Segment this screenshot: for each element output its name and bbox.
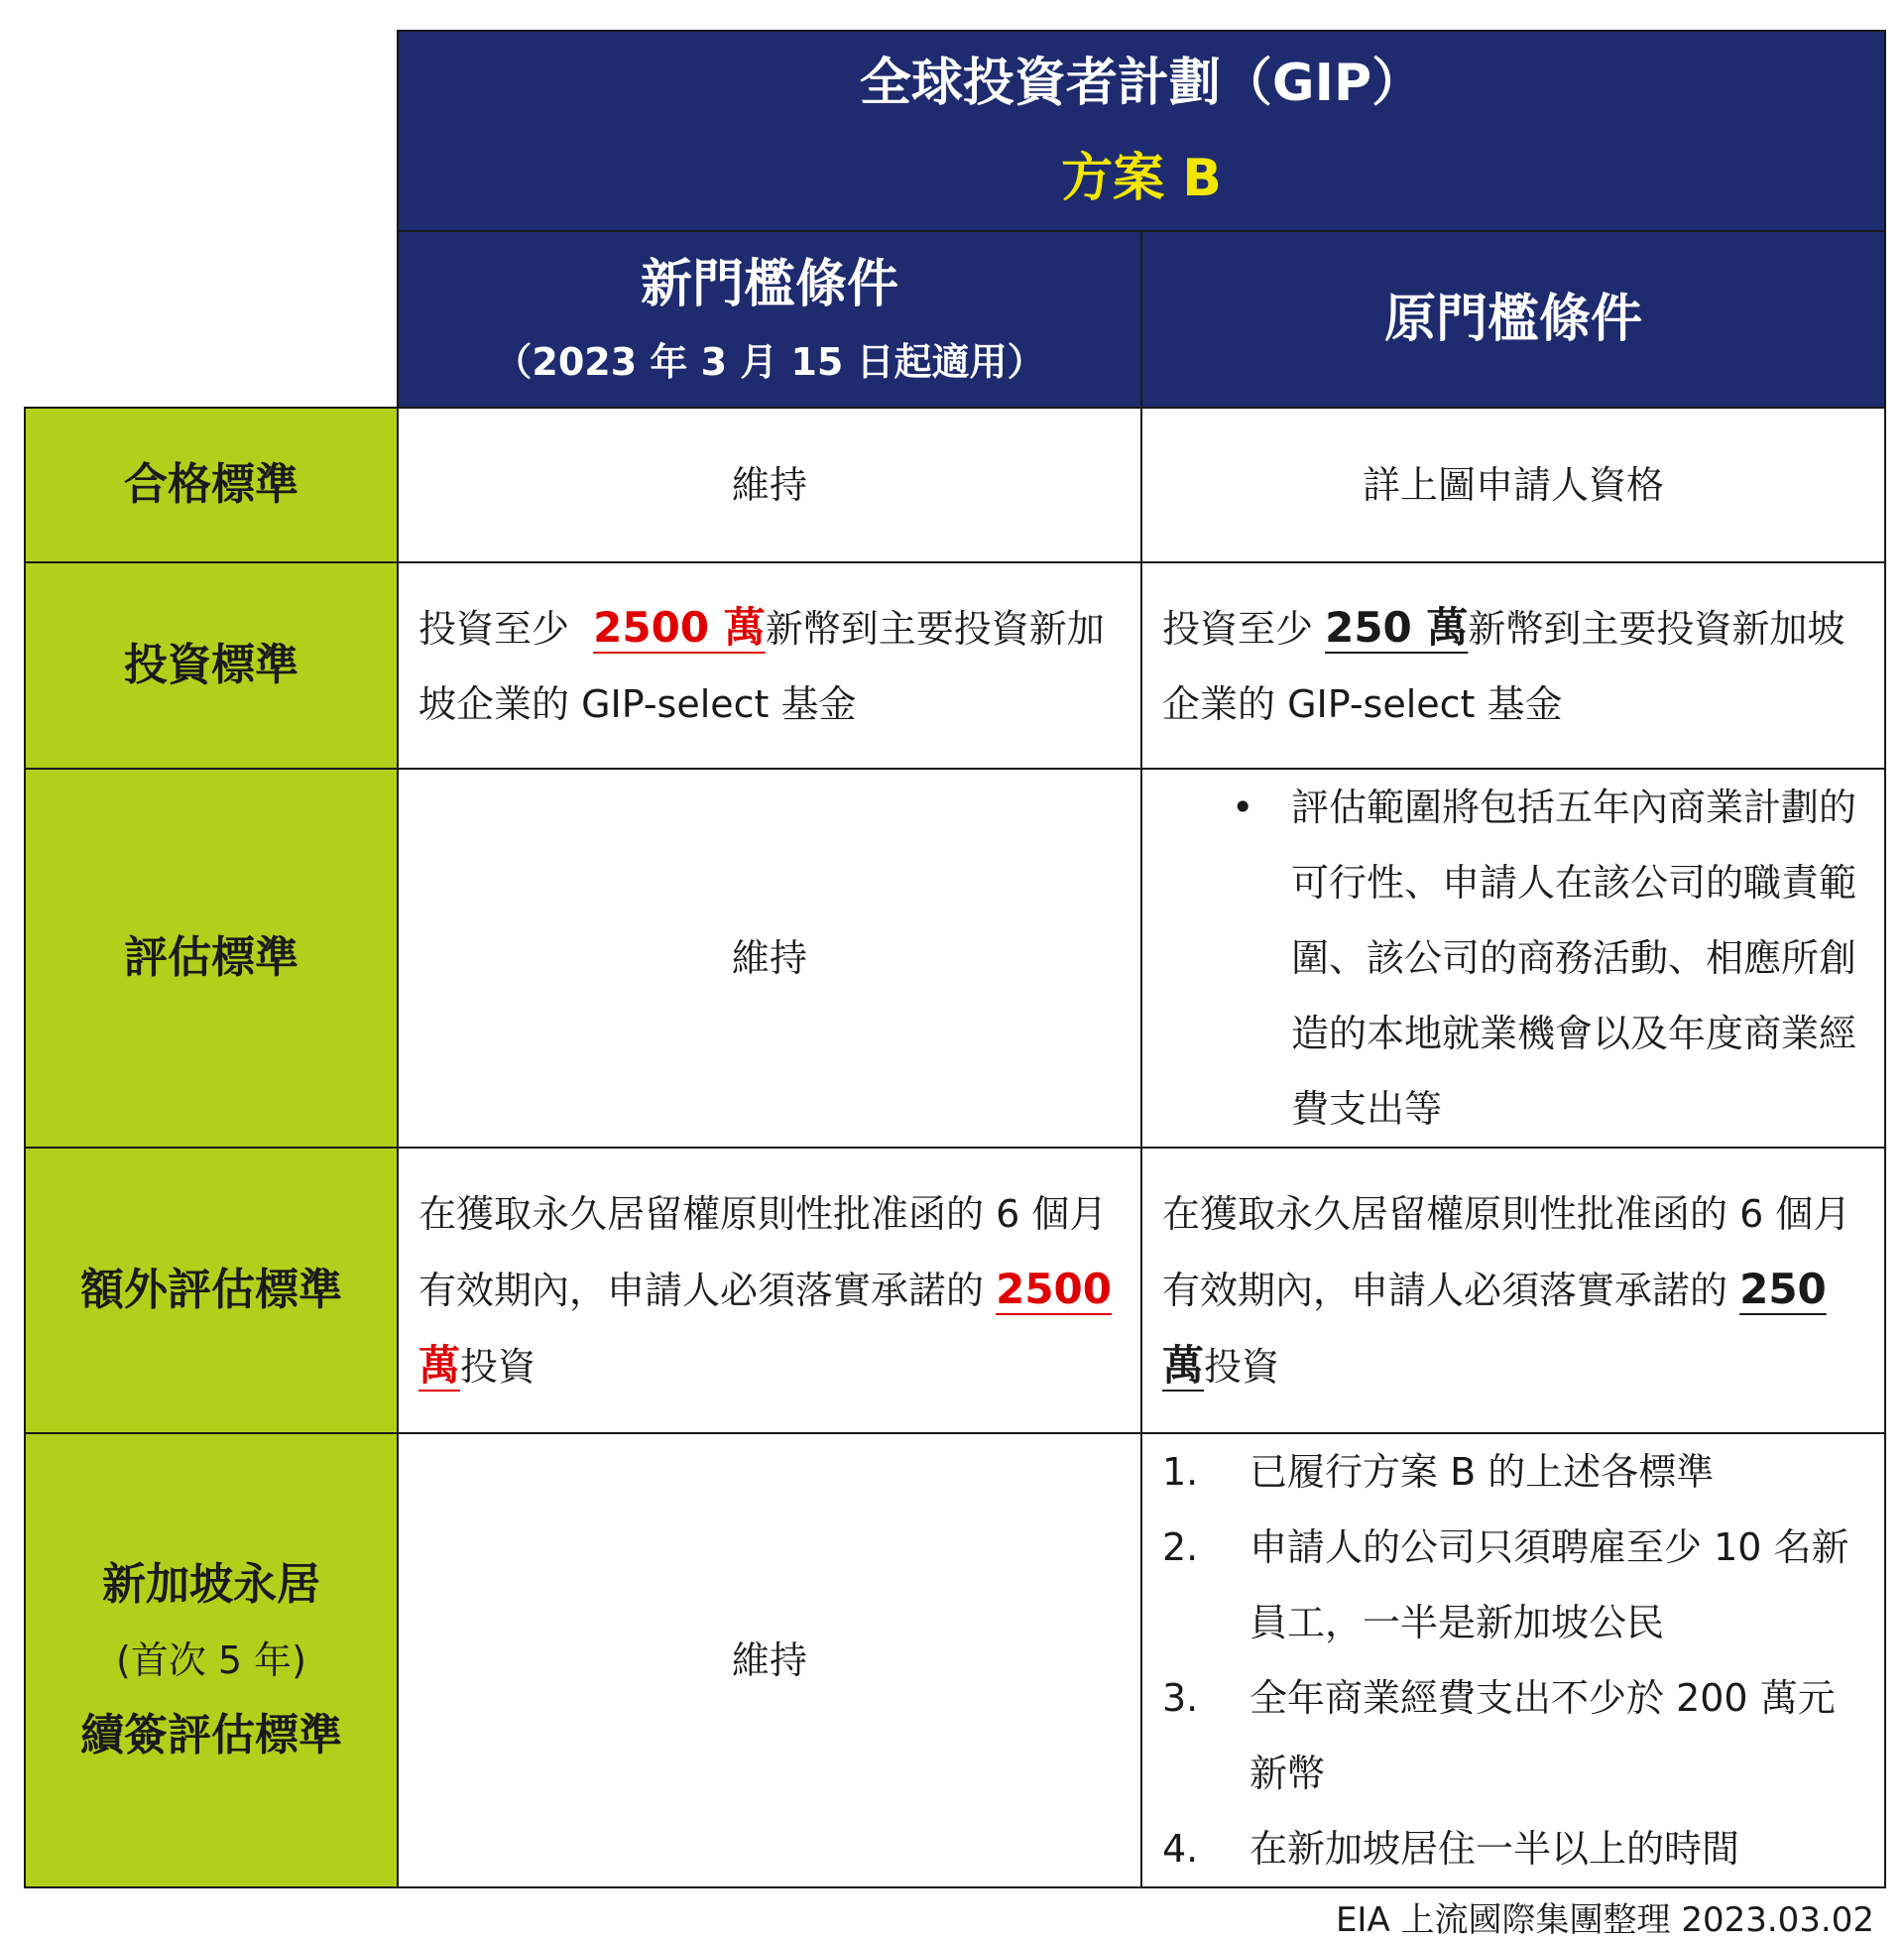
investment-old-amount: 250 萬 — [1325, 602, 1469, 652]
gip-comparison-table — [24, 30, 1886, 1888]
extra-old-amount: 250 萬 — [1162, 1265, 1827, 1390]
renewal-new: 維持 — [398, 1433, 1141, 1887]
renewal-label-2: (首次 5 年) — [116, 1638, 306, 1682]
col-old-title: 原門檻條件 — [1383, 290, 1642, 349]
row-label-eligibility: 合格標準 — [25, 408, 398, 562]
bullet: • — [1232, 786, 1254, 829]
table-title: 全球投資者計劃（GIP） — [859, 54, 1424, 113]
row-label-investment: 投資標準 — [25, 562, 398, 769]
col-new-subtitle: （2023 年 3 月 15 日起適用） — [494, 340, 1045, 384]
list-text: 申請人的公司只須聘雇至少 10 名新員工，一半是新加坡公民 — [1250, 1525, 1849, 1644]
list-text: 全年商業經費支出不少於 200 萬元新幣 — [1250, 1676, 1836, 1795]
eligibility-old: 詳上圖申請人資格 — [1141, 408, 1885, 562]
extra-old — [1141, 1148, 1885, 1433]
extra-new-amount: 2500 萬 — [418, 1265, 1112, 1390]
extra-new-post: 投資 — [460, 1345, 536, 1389]
list-text: 在新加坡居住一半以上的時間 — [1250, 1827, 1740, 1871]
investment-new-pre: 投資至少 — [418, 606, 594, 651]
extra-old-post: 投資 — [1204, 1345, 1280, 1389]
row-label-extra: 額外評估標準 — [25, 1148, 398, 1433]
assessment-old — [1141, 769, 1885, 1148]
investment-new-amount: 2500 萬 — [593, 602, 766, 652]
footer-credit: EIA 上流國際集團整理 2023.03.02 — [1335, 1900, 1874, 1940]
assessment-new: 維持 — [398, 769, 1141, 1148]
list-number: 1. — [1162, 1450, 1199, 1494]
table-row — [25, 562, 1885, 769]
list-number: 3. — [1162, 1676, 1199, 1720]
assessment-old-text: 評估範圍將包括五年內商業計劃的可行性、申請人在該公司的職責範圍、該公司的商務活動、相應所創造的本地就業機會以及年度商業經費支出等 — [1291, 786, 1857, 1131]
header-blank — [25, 231, 398, 408]
extra-new — [398, 1148, 1141, 1433]
renewal-label-1: 新加坡永居 — [102, 1559, 320, 1610]
investment-old — [1141, 562, 1885, 769]
list-number: 4. — [1162, 1827, 1199, 1871]
list-item — [1162, 770, 1864, 1147]
investment-old-post: 新幣到主要投資新加坡企業的 GIP-select 基金 — [1162, 606, 1845, 726]
list-number: 2. — [1162, 1525, 1199, 1569]
list-text: 已履行方案 B 的上述各標準 — [1250, 1450, 1715, 1494]
table-row — [25, 1148, 1885, 1433]
investment-new-post: 新幣到主要投資新加坡企業的 GIP-select 基金 — [418, 606, 1105, 726]
list-item — [1162, 1811, 1864, 1886]
extra-old-pre: 在獲取永久居留權原則性批准函的 6 個月有效期內，申請人必須落實承諾的 — [1162, 1192, 1851, 1312]
col-header-old — [1141, 231, 1885, 408]
logo-space — [25, 31, 398, 231]
col-new-title: 新門檻條件 — [640, 255, 898, 314]
row-label-renewal — [25, 1433, 398, 1887]
extra-new-pre: 在獲取永久居留權原則性批准函的 6 個月有效期內，申請人必須落實承諾的 — [418, 1192, 1108, 1312]
list-item — [1162, 1510, 1864, 1660]
eligibility-new: 維持 — [398, 408, 1141, 562]
renewal-label-3: 續簽評估標準 — [80, 1710, 342, 1760]
investment-old-pre: 投資至少 — [1162, 606, 1326, 651]
table-title-cell — [398, 31, 1885, 231]
table-row — [25, 769, 1885, 1148]
row-label-assessment: 評估標準 — [25, 769, 398, 1148]
table-subtitle: 方案 B — [1061, 149, 1222, 208]
col-header-new — [398, 231, 1141, 408]
list-item — [1162, 1660, 1864, 1811]
table-row — [25, 408, 1885, 562]
table-row — [25, 1433, 1885, 1887]
investment-new — [398, 562, 1141, 769]
renewal-old — [1141, 1433, 1885, 1887]
list-item — [1162, 1434, 1864, 1510]
